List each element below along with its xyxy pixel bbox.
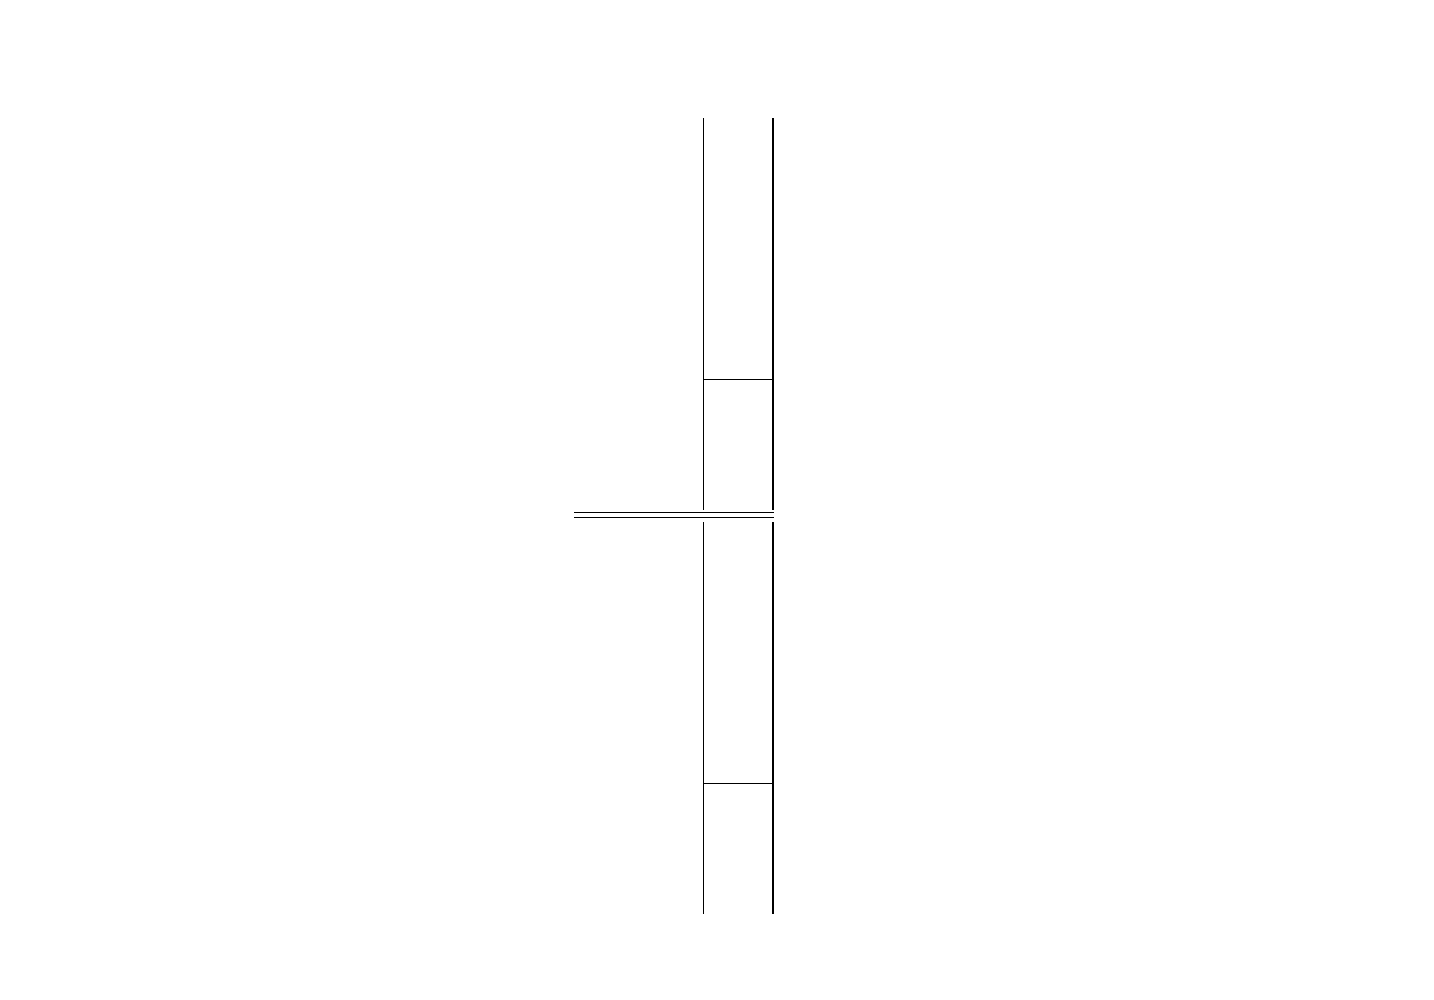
table-divider <box>574 512 774 518</box>
table-year <box>691 118 703 510</box>
goods-table-left <box>691 118 774 510</box>
digitization-credit <box>0 595 16 995</box>
table-header <box>703 118 774 510</box>
header-value <box>704 784 772 914</box>
header-value <box>704 380 772 510</box>
header-month <box>704 118 772 380</box>
header-month <box>704 522 772 784</box>
table-year <box>691 522 703 914</box>
table-header <box>703 522 774 914</box>
goods-table-right <box>691 522 774 914</box>
left-text-column <box>1326 112 1334 500</box>
